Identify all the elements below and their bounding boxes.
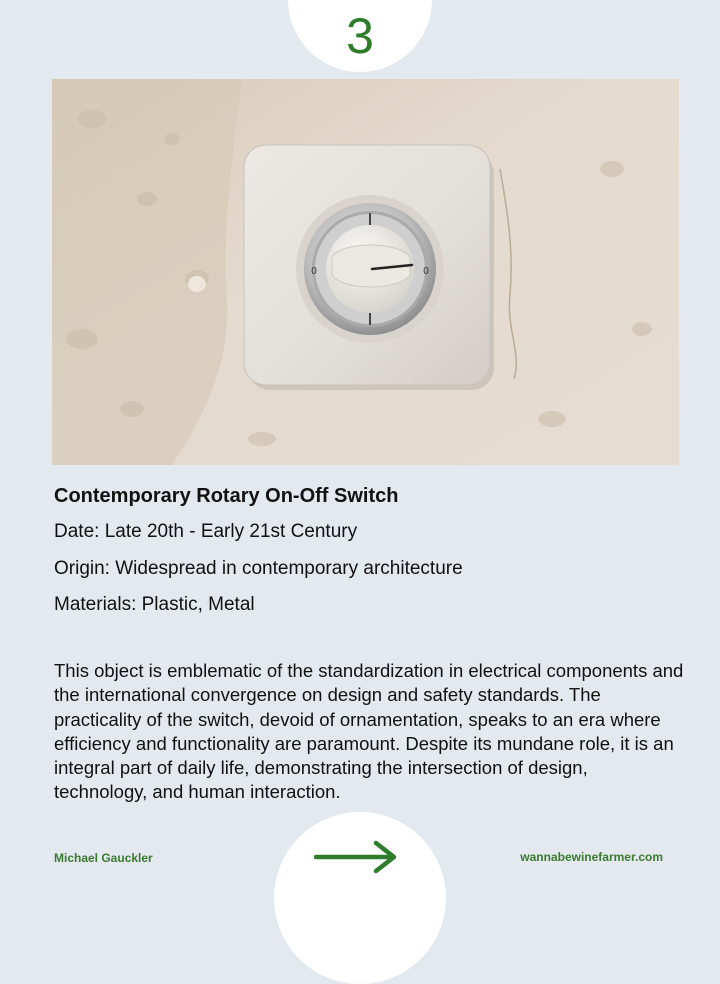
website-link[interactable]: wannabewinefarmer.com — [520, 850, 663, 864]
page-number-badge — [288, 0, 432, 72]
switch-label-right: 0 — [423, 266, 429, 277]
page-number: 3 — [346, 8, 374, 64]
next-button[interactable] — [274, 812, 446, 984]
item-origin: Origin: Widespread in contemporary architecture — [54, 558, 463, 579]
switch-label-left: 0 — [311, 266, 317, 277]
arrow-right-icon — [314, 840, 400, 881]
item-date: Date: Late 20th - Early 21st Century — [54, 521, 358, 542]
author-name: Michael Gauckler — [54, 851, 153, 865]
item-description: This object is emblematic of the standardization in electrical components and the international convergence on design and safety standards. The practicality of the switch, devoid of ornamentation, speaks to an era where efficiency and functionality are paramount. Despite its mundane role, it is an integral part of daily life, demonstrating the intersection of design, technology, and human interaction. — [54, 660, 684, 803]
item-title: Contemporary Rotary On-Off Switch — [54, 485, 399, 507]
switch-photo — [52, 79, 679, 465]
item-materials: Materials: Plastic, Metal — [54, 594, 255, 615]
